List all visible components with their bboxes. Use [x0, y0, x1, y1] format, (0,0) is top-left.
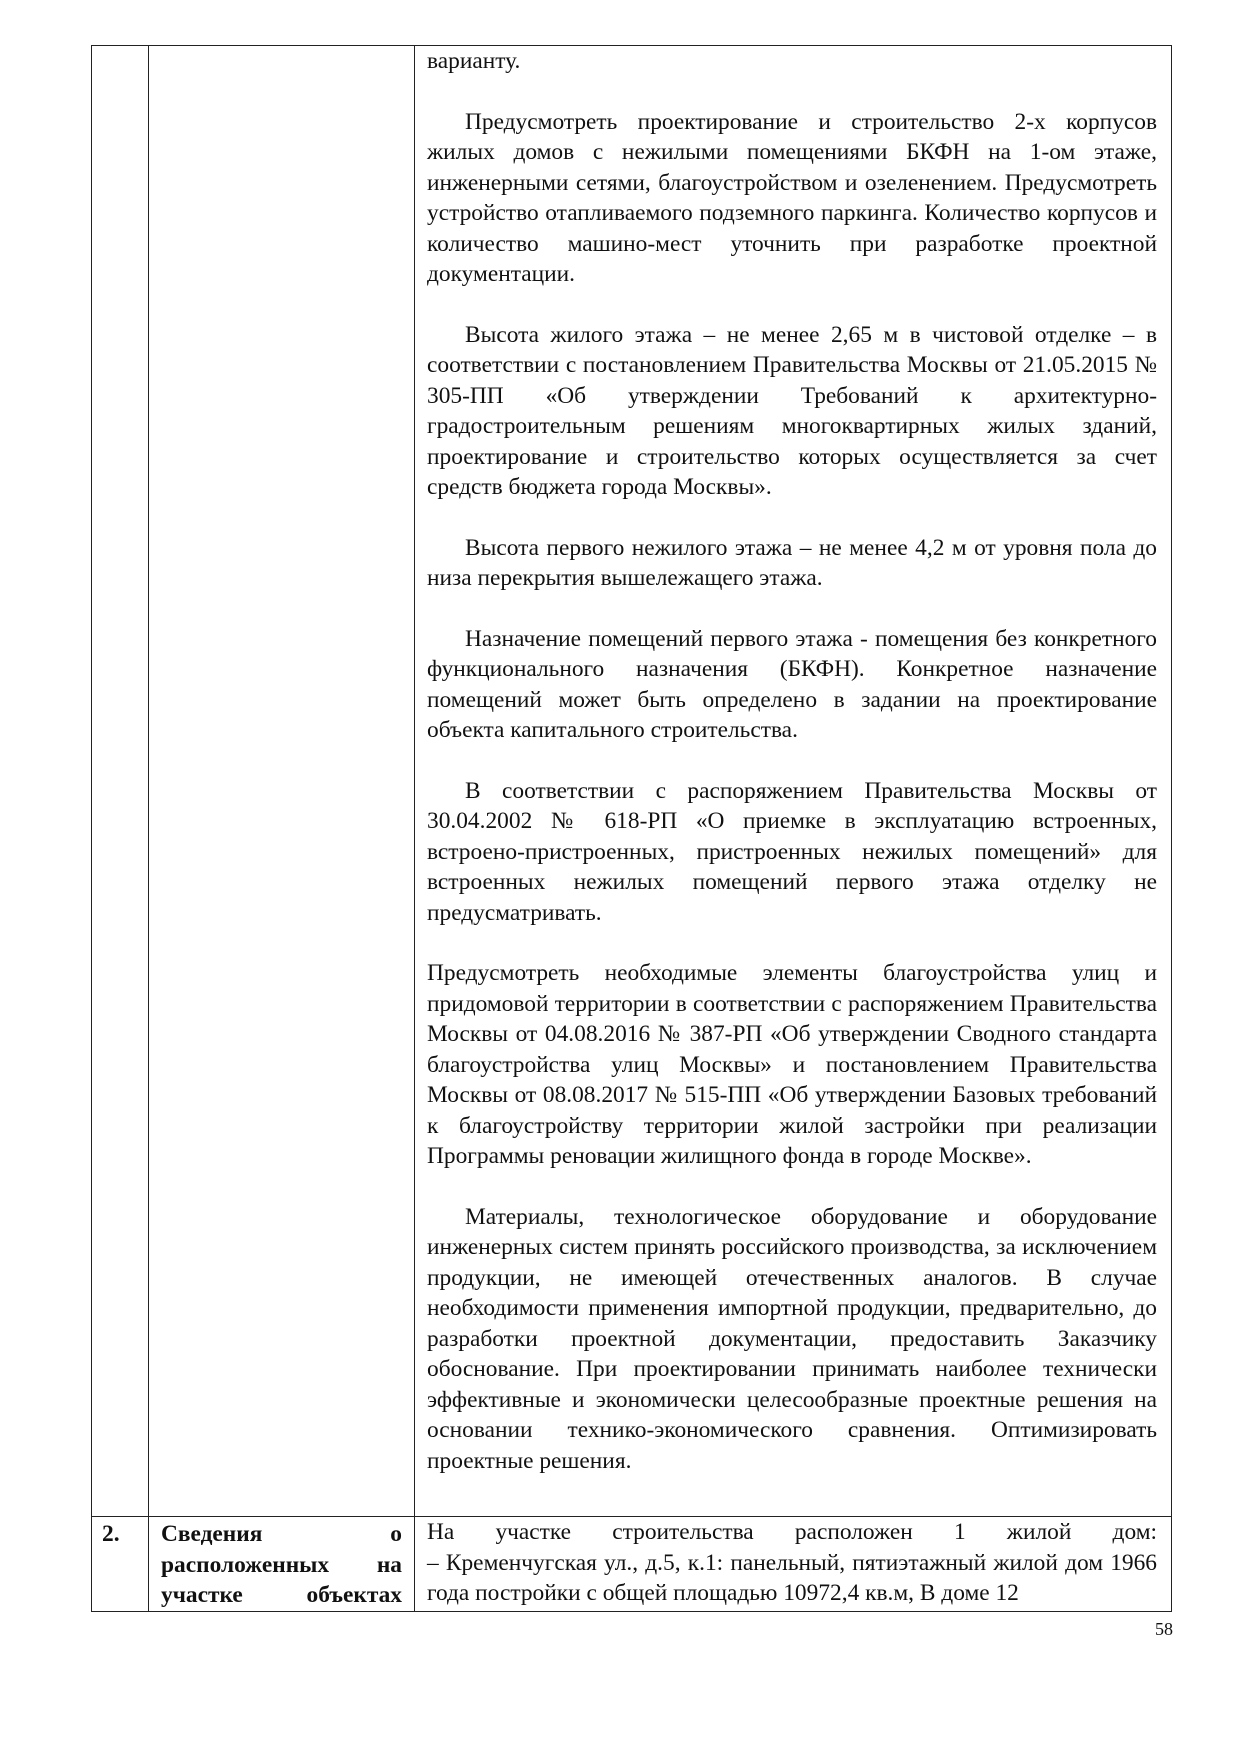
- paragraph: Высота первого нежилого этажа – не менее 4,2 м от уровня пола до низа перекрытия вышележащего этажа.: [427, 534, 1157, 591]
- section-heading: [149, 1517, 414, 1611]
- paragraph: Назначение помещений первого этажа - помещения без конкретного функционального назначения (БКФН). Конкретное назначение помещений может быть определено в задании на проектирование объекта капитального строительства.: [427, 625, 1157, 743]
- paragraph: Предусмотреть проектирование и строительство 2-х корпусов жилых домов с нежилыми помещениями БКФН на 1-ом этаже, инженерными сетями, благоустройством и озеленением. Предусмотреть устройство отапливаемого подземного паркинга. Количество корпусов и количество машино-мест уточнить при разработке проектной документации.: [427, 108, 1157, 287]
- paragraph: В соответствии с распоряжением Правительства Москвы от 30.04.2002 № 618-РП «О приемке в эксплуатацию встроенных, встроено-пристроенных, пристроенных нежилых помещений» для встроенных нежилых помещений первого этажа отделку не предусматривать.: [427, 777, 1157, 926]
- heading-cell: [149, 46, 415, 1517]
- row-number: 2.: [102, 1521, 120, 1547]
- heading-line: расположенных на: [161, 1551, 402, 1578]
- paragraph: Высота жилого этажа – не менее 2,65 м в чистовой отделке – в соответствии с постановлением Правительства Москвы от 21.05.2015 № 305-ПП «Об утверждении Требований к архитектурно-градостроительным решениям многоквартирных жилых зданий, проектирование и строительство которых осуществляется за счет средств бюджета города Москвы».: [427, 321, 1157, 500]
- paragraph: На участке строительства расположен 1 жилой дом:: [427, 1519, 1157, 1545]
- paragraph: – Кременчугская ул., д.5, к.1: панельный, пятиэтажный жилой дом 1966 года постройки с общей площадью 10972,4 кв.м, В доме 12: [427, 1549, 1157, 1606]
- content-paragraphs: [415, 46, 1171, 1516]
- page-number: 58: [1155, 1619, 1173, 1639]
- paragraph: Материалы, технологическое оборудование и оборудование инженерных систем принять российского производства, за исключением продукции, не имеющей отечественных аналогов. В случае необходимости применения импортной продукции, предварительно, до разработки проектной документации, предоставить Заказчику обоснование. При проектировании принимать наиболее технически эффективные и экономически целесообразные проектные решения на основании технико-экономического сравнения. Оптимизировать проектные решения.: [427, 1203, 1157, 1474]
- table-row: [92, 46, 1172, 1517]
- paragraph: Предусмотреть необходимые элементы благоустройства улиц и придомовой территории в соответствии с распоряжением Правительства Москвы от 04.08.2016 № 387-РП «Об утверждении Сводного стандарта благоустройства улиц Москвы» и постановлением Правительства Москвы от 08.08.2017 № 515-ПП «Об утверждении Базовых требований к благоустройству территории жилой застройки при реализации Программы реновации жилищного фонда в городе Москве».: [427, 960, 1157, 1169]
- content-cell: [415, 1517, 1172, 1612]
- table-row: [92, 1517, 1172, 1612]
- number-cell: [92, 1517, 149, 1612]
- heading-cell: [149, 1517, 415, 1612]
- content-cell: [415, 46, 1172, 1517]
- requirements-table: [91, 45, 1172, 1612]
- number-cell: [92, 46, 149, 1517]
- heading-line: участке объектах: [161, 1582, 402, 1608]
- content-paragraphs: [415, 1517, 1171, 1610]
- paragraph: варианту.: [427, 48, 521, 74]
- heading-line: Сведения о: [161, 1521, 402, 1547]
